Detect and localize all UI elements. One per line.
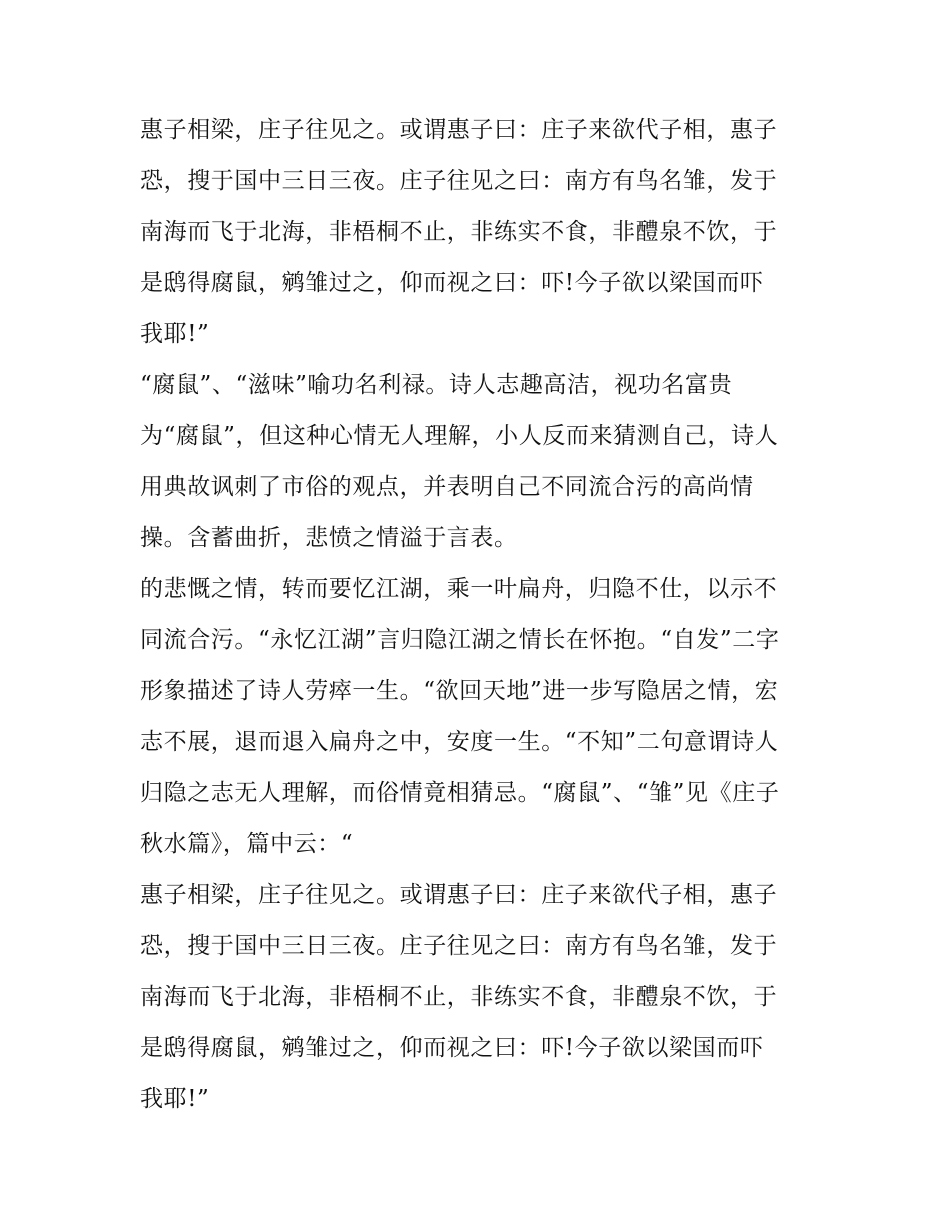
text-line: 秋水篇》，篇中云：“: [140, 831, 354, 857]
text-line: 操。含蓄曲折，悲愤之情溢于言表。: [140, 525, 518, 551]
text-line: 的悲慨之情，转而要忆江湖，乘一叶扁舟，归隐不仕，以示不: [140, 576, 778, 602]
text-line: 南海而飞于北海，非梧桐不止，非练实不食，非醴泉不饮，于: [140, 984, 778, 1010]
text-line: 南海而飞于北海，非梧桐不止，非练实不食，非醴泉不饮，于: [140, 219, 778, 245]
text-line: 志不展，退而退入扁舟之中，安度一生。“不知”二句意谓诗人: [140, 729, 779, 755]
text-line: 是鸱得腐鼠，鹓雏过之，仰而视之曰：吓!今子欲以梁国而吓: [140, 1035, 764, 1061]
text-line: 归隐之志无人理解，而俗情竟相猜忌。“腐鼠”、“雏”见《庄子: [140, 780, 780, 806]
text-line: 形象描述了诗人劳瘁一生。“欲回天地”进一步写隐居之情，宏: [140, 678, 779, 704]
text-line: 恐，搜于国中三日三夜。庄子往见之曰：南方有鸟名雏，发于: [140, 933, 778, 959]
text-line: 为“腐鼠”，但这种心情无人理解，小人反而来猜测自己，诗人: [140, 423, 779, 449]
text-line: 我耶!”: [140, 321, 210, 347]
text-line: 用典故讽刺了市俗的观点，并表明自己不同流合污的高尚情: [140, 474, 754, 500]
text-line: 同流合污。“永忆江湖”言归隐江湖之情长在怀抱。“自发”二字: [140, 627, 780, 653]
text-line: 我耶!”: [140, 1086, 210, 1112]
text-line: “腐鼠”、“滋味”喻功名利禄。诗人志趣高洁，视功名富贵: [140, 372, 733, 398]
text-line: 恐，搜于国中三日三夜。庄子往见之曰：南方有鸟名雏，发于: [140, 168, 778, 194]
document-body: [140, 105, 840, 1125]
text-line: 是鸱得腐鼠，鹓雏过之，仰而视之曰：吓!今子欲以梁国而吓: [140, 270, 764, 296]
text-line: 惠子相梁，庄子往见之。或谓惠子曰：庄子来欲代子相，惠子: [140, 117, 778, 143]
text-line: 惠子相梁，庄子往见之。或谓惠子曰：庄子来欲代子相，惠子: [140, 882, 778, 908]
